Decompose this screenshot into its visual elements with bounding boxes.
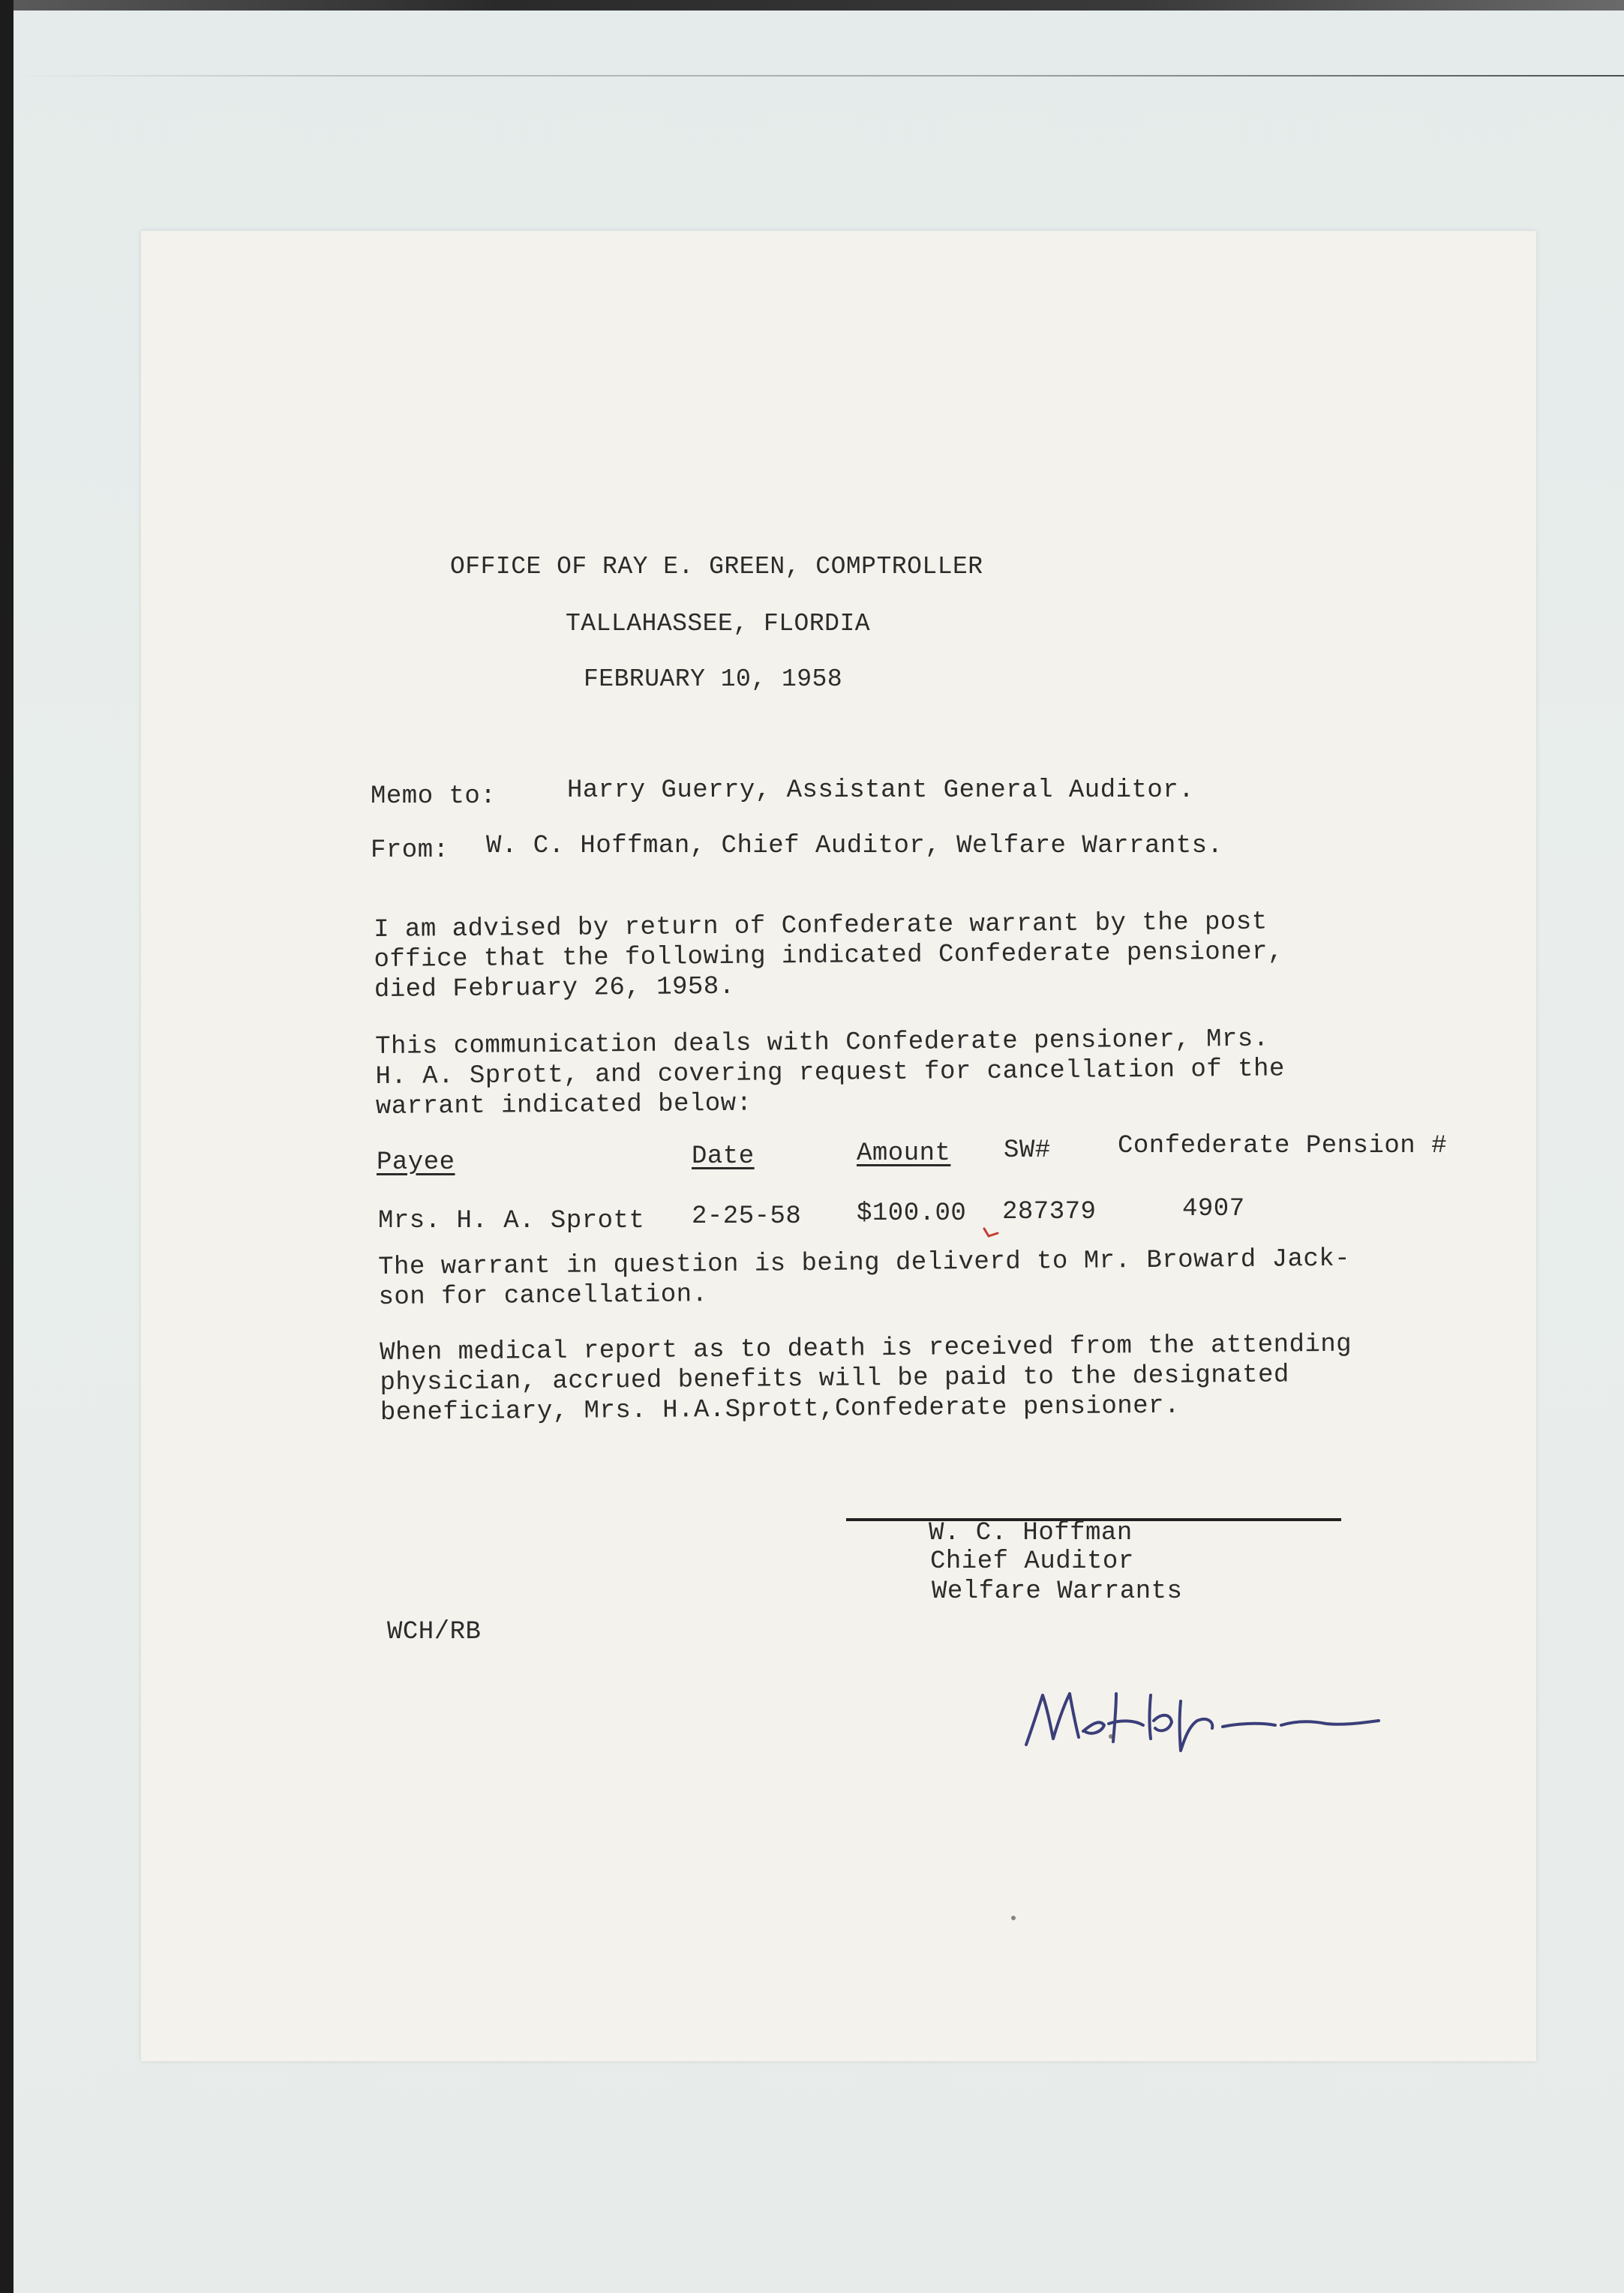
- table-header-amount: Amount: [857, 1139, 951, 1168]
- red-correction-mark: [983, 1226, 999, 1239]
- table-cell-date: 2-25-58: [692, 1202, 802, 1231]
- memo-to-label: Memo to:: [371, 782, 497, 811]
- paper-speck: [1109, 1734, 1113, 1739]
- signature-department: Welfare Warrants: [932, 1577, 1183, 1606]
- signature-name: W. C. Hoffman: [929, 1519, 1133, 1547]
- table-cell-amount: $100.00: [857, 1199, 967, 1228]
- table-cell-payee: Mrs. H. A. Sprott: [378, 1207, 645, 1235]
- table-header-pension-number: Confederate Pension #: [1118, 1132, 1447, 1160]
- scanner-edge: [14, 0, 1624, 11]
- memo-from-value: W. C. Hoffman, Chief Auditor, Welfare Warrants.: [486, 832, 1223, 860]
- letterhead-office: OFFICE OF RAY E. GREEN, COMPTROLLER: [450, 553, 983, 581]
- body-paragraph-4: When medical report as to death is received from the attending physician, accrued benefits will be paid to the designated beneficiary, Mrs. H.A.Sprott,Confederate pensioner.: [380, 1330, 1352, 1427]
- typist-initials: WCH/RB: [387, 1618, 482, 1646]
- handwritten-signature: [1011, 1679, 1401, 1761]
- table-header-payee: Payee: [377, 1148, 455, 1177]
- table-cell-pension-number: 4907: [1182, 1195, 1245, 1223]
- letterhead-city: TALLAHASSEE, FLORDIA: [566, 610, 871, 638]
- signature-title: Chief Auditor: [930, 1547, 1134, 1576]
- body-paragraph-3: The warrant in question is being deliverd to Mr. Broward Jack- son for cancellation.: [378, 1244, 1351, 1312]
- memo-document: [141, 231, 1536, 2061]
- memo-to-value: Harry Guerry, Assistant General Auditor.: [567, 776, 1195, 805]
- body-paragraph-2: This communication deals with Confederate pensioner, Mrs. H. A. Sprott, and covering request for cancellation of the warrant indicated below:: [375, 1025, 1286, 1121]
- letterhead-date: FEBRUARY 10, 1958: [584, 665, 843, 693]
- memo-from-label: From:: [371, 836, 449, 865]
- table-header-date: Date: [692, 1142, 755, 1171]
- body-paragraph-1: I am advised by return of Confederate warrant by the post office that the following indicated Confederate pensioner, died February 26, 1958.: [374, 908, 1284, 1004]
- scan-crease-line: [14, 75, 1624, 77]
- table-cell-sw-number: 287379: [1002, 1198, 1097, 1226]
- table-header-sw-number: SW#: [1004, 1136, 1051, 1165]
- paper-speck: [1011, 1916, 1016, 1920]
